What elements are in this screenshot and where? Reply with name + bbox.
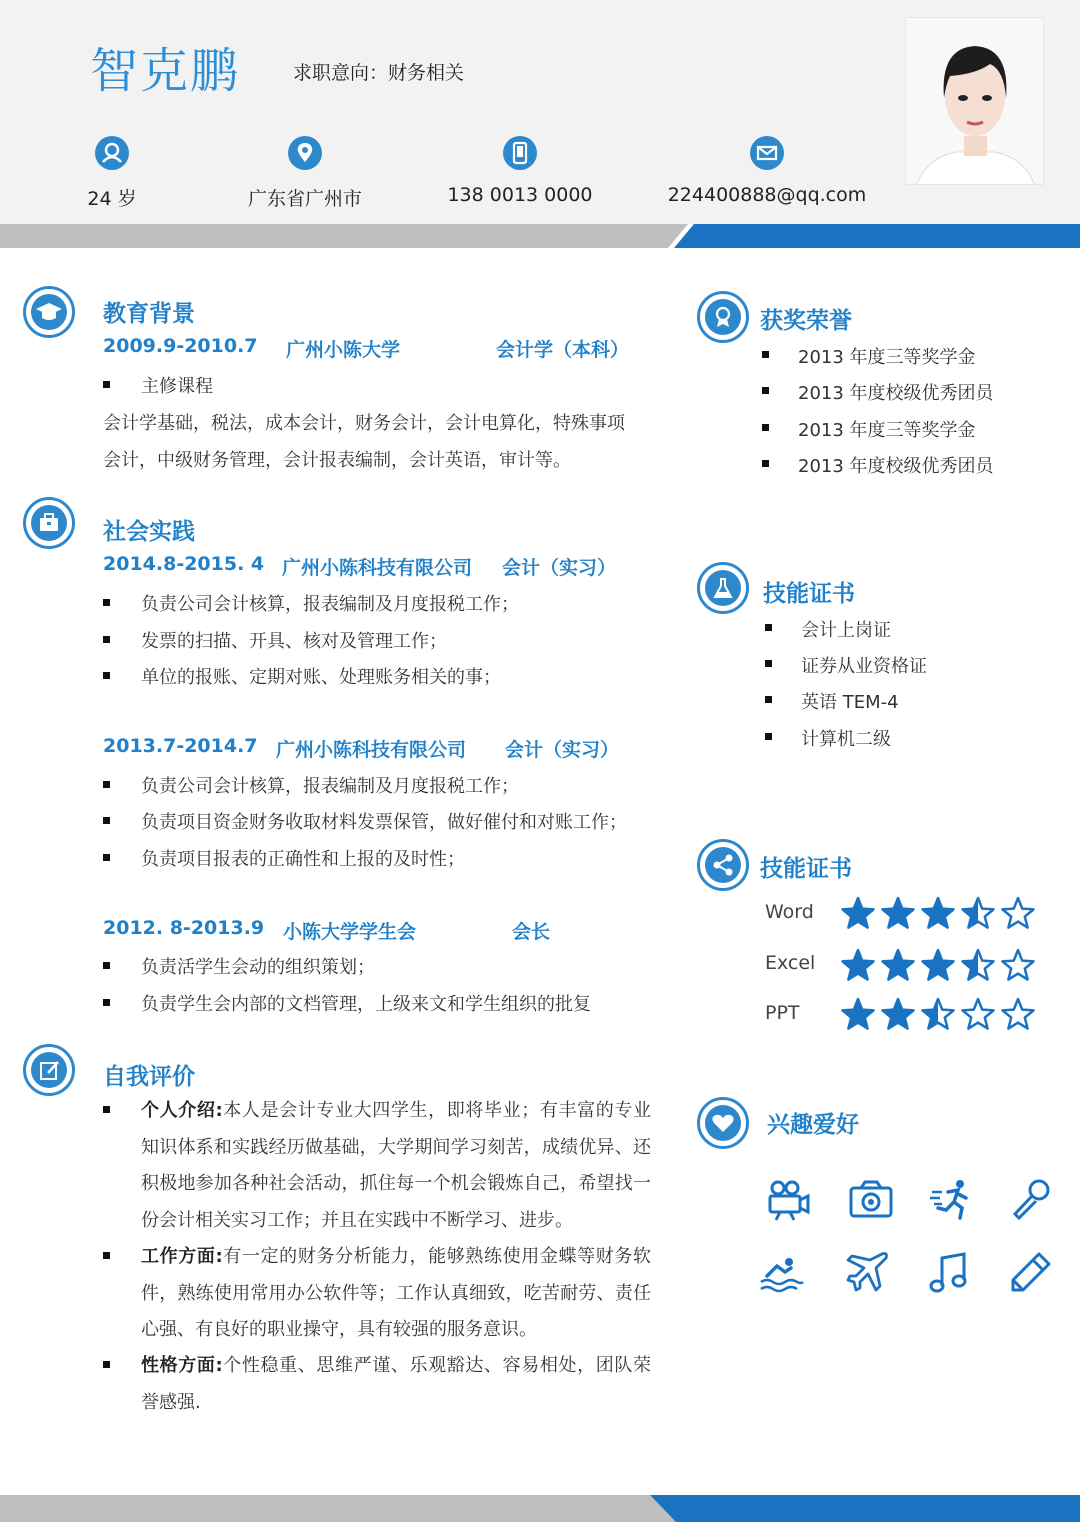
education-major: 会计学（本科） (496, 339, 630, 361)
star-half-icon (960, 896, 996, 930)
header (0, 0, 1080, 224)
location-text: 广东省广州市 (247, 188, 362, 210)
award-item: 2013 年度校级优秀团员 (798, 379, 994, 405)
cert-item: 英语 TEM-4 (801, 688, 899, 714)
star-full-icon (880, 948, 916, 982)
star-empty-icon (1000, 896, 1036, 930)
self-eval-label: 工作方面: (141, 1246, 223, 1267)
self-eval-label: 性格方面: (141, 1355, 223, 1376)
candidate-name: 智克鹏 (90, 43, 241, 99)
profile-photo (905, 17, 1044, 185)
skill-rating-word (840, 896, 1036, 930)
top-divider-bar (0, 224, 1080, 248)
award-item: 2013 年度校级优秀团员 (798, 452, 994, 478)
microphone-icon (1007, 1176, 1055, 1224)
skill-name: Word (765, 901, 814, 923)
cert-item: 证券从业资格证 (801, 652, 927, 678)
job-role: 会长 (512, 921, 551, 943)
heart-icon (697, 1097, 749, 1149)
self-eval-item (141, 1348, 651, 1421)
star-full-icon (880, 896, 916, 930)
star-half-icon (960, 948, 996, 982)
education-bullet: 主修课程 (141, 372, 213, 398)
star-full-icon (840, 997, 876, 1031)
bullet-marker (103, 1252, 110, 1259)
education-title: 教育背景 (103, 301, 195, 327)
self-eval-item (141, 1239, 651, 1349)
phone-text: 138 0013 0000 (447, 184, 593, 206)
practice-title: 社会实践 (103, 519, 195, 545)
running-icon (928, 1176, 976, 1224)
award-medal-icon (697, 291, 749, 343)
star-full-icon (880, 997, 916, 1031)
education-date: 2009.9-2010.7 (103, 335, 258, 357)
skill-rating-excel (840, 948, 1036, 982)
job-org: 广州小陈科技有限公司 (282, 557, 473, 579)
mail-icon (750, 136, 784, 170)
music-note-icon (926, 1248, 974, 1296)
awards-title: 获奖荣誉 (760, 308, 852, 334)
skill-name: Excel (765, 952, 816, 974)
skill-rating-ppt (840, 997, 1036, 1031)
star-full-icon (840, 948, 876, 982)
bullet-marker (103, 1361, 110, 1368)
self-eval-item (141, 1093, 651, 1239)
contact-location (195, 136, 415, 211)
job-duty: 负责公司会计核算，报表编制及月度报税工作； (141, 590, 519, 616)
job-duty: 单位的报账、定期对账、处理账务相关的事； (141, 663, 501, 689)
job-org: 广州小陈科技有限公司 (276, 739, 467, 761)
award-item: 2013 年度三等奖学金 (798, 416, 976, 442)
cert-item: 会计上岗证 (801, 616, 891, 642)
star-full-icon (920, 948, 956, 982)
star-empty-icon (960, 997, 996, 1031)
age-text: 24 岁 (87, 188, 137, 210)
star-half-icon (920, 997, 956, 1031)
job-duty: 负责公司会计核算，报表编制及月度报税工作； (141, 772, 519, 798)
self-eval-text: 有一定的财务分析能力，能够熟练使用金蝶等财务软件，熟练使用常用办公软件等；工作认真细致，吃苦耐劳、责任心强、有良好的职业操守，具有较强的服务意识。 (141, 1246, 651, 1340)
job-duty: 发票的扫描、开具、核对及管理工作； (141, 627, 447, 653)
bottom-divider-bar (0, 1495, 1080, 1522)
star-empty-icon (1000, 997, 1036, 1031)
self-eval-label: 个人介绍: (141, 1100, 223, 1121)
award-item: 2013 年度三等奖学金 (798, 343, 976, 369)
star-full-icon (840, 896, 876, 930)
job-role: 会计（实习） (505, 739, 620, 761)
education-courses-line: 会计学基础，税法，成本会计，财务会计，会计电算化，特殊事项 (103, 413, 625, 434)
graduation-cap-icon (23, 286, 75, 338)
edit-note-icon (23, 1044, 75, 1096)
flask-icon (697, 562, 749, 614)
location-icon (288, 136, 322, 170)
camera-icon (847, 1176, 895, 1224)
education-courses-line: 会计，中级财务管理，会计报表编制，会计英语，审计等。 (103, 450, 571, 471)
certs-title: 技能证书 (763, 581, 855, 607)
pencil-icon (1007, 1248, 1055, 1296)
cert-item: 计算机二级 (801, 725, 891, 751)
bullet-marker (103, 1106, 110, 1113)
job-role: 会计（实习） (502, 557, 617, 579)
self-eval-text: 本人是会计专业大四学生，即将毕业；有丰富的专业知识体系和实践经历做基础，大学期间学习刻苦，成绩优异、还积极地参加各种社会活动，抓住每一个机会锻炼自己，希望找一份会计相关实习工作；并且在实践中不断学习、进步。 (141, 1100, 651, 1231)
star-empty-icon (1000, 948, 1036, 982)
hobbies-title: 兴趣爱好 (767, 1112, 859, 1138)
skill-name: PPT (765, 1002, 800, 1024)
contact-age (2, 136, 222, 211)
airplane-icon (844, 1248, 892, 1296)
job-org: 小陈大学学生会 (283, 921, 417, 943)
self-eval-title: 自我评价 (103, 1064, 195, 1090)
job-date: 2014.8-2015. 4 (103, 553, 265, 575)
job-duty: 负责项目资金财务收取材料发票保管，做好催付和对账工作； (141, 808, 627, 834)
contact-email (657, 136, 877, 206)
briefcase-icon (23, 497, 75, 549)
email-text: 224400888@qq.com (667, 184, 867, 206)
share-icon (697, 839, 749, 891)
contact-phone (410, 136, 630, 206)
job-intent: 求职意向：财务相关 (293, 62, 465, 84)
self-eval-text: 个性稳重、思维严谨、乐观豁达、容易相处，团队荣誉感强. (141, 1355, 651, 1413)
job-date: 2012. 8-2013.9 (103, 917, 265, 939)
skills-title: 技能证书 (760, 856, 852, 882)
star-full-icon (920, 896, 956, 930)
phone-icon (503, 136, 537, 170)
job-duty: 负责活学生会动的组织策划； (141, 953, 375, 979)
movie-camera-icon (764, 1176, 812, 1224)
job-duty: 负责学生会内部的文档管理，上级来文和学生组织的批复 (141, 990, 591, 1016)
job-duty: 负责项目报表的正确性和上报的及时性； (141, 845, 465, 871)
swimming-icon (757, 1248, 805, 1296)
job-date: 2013.7-2014.7 (103, 735, 258, 757)
education-school: 广州小陈大学 (286, 339, 401, 361)
person-icon (95, 136, 129, 170)
